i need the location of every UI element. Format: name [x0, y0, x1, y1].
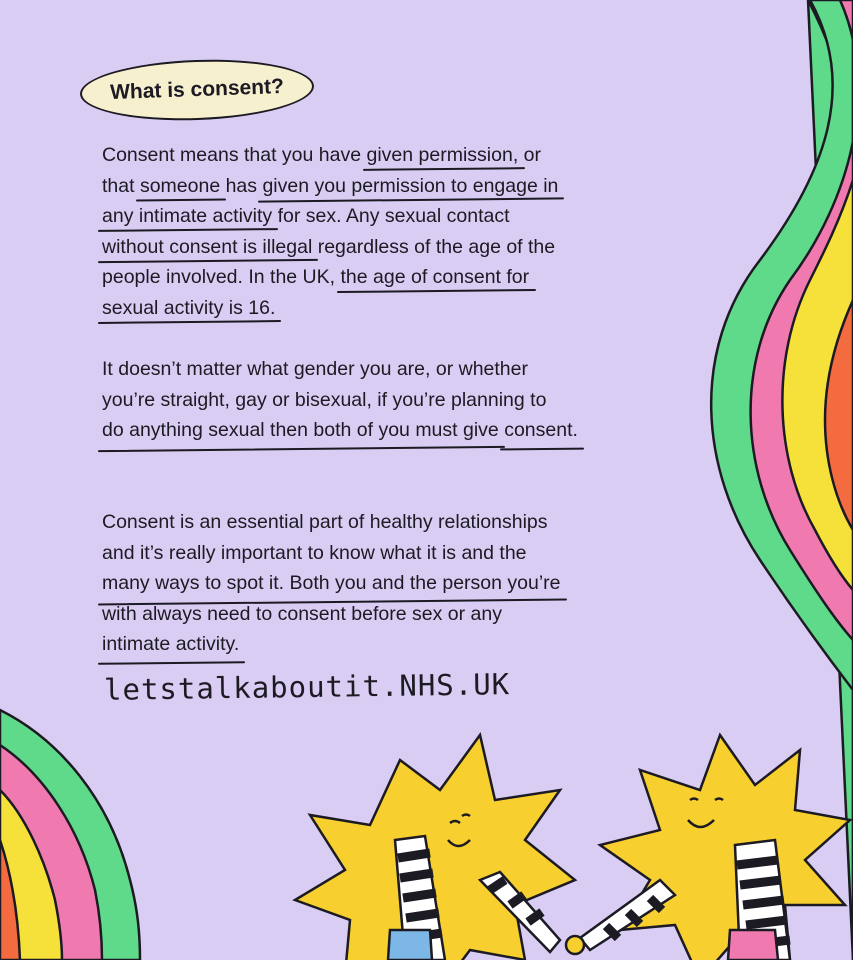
paragraph-line: without consent is illegal regardless of the age of the: [102, 235, 556, 258]
paragraph-line: intimate activity.: [102, 629, 239, 660]
website-handwritten-url: letstalkaboutit.NHS.UK: [103, 667, 511, 707]
paragraph-line: and it’s really important to know what it is and the: [102, 541, 527, 564]
paragraph-line: sexual activity is 16.: [102, 296, 276, 319]
rainbow-left-decoration: [0, 710, 140, 960]
paragraph-line: people involved. In the UK, the age of consent for: [102, 266, 530, 289]
gender-paragraph: [102, 354, 682, 446]
paragraph-line: Consent means that you have given permission, or: [102, 144, 541, 166]
healthy-relationships-paragraph: [102, 507, 682, 660]
paragraph-line: you’re straight, gay or bisexual, if you’re planning to: [102, 388, 547, 411]
paragraph-line: with always need to consent before sex or any: [102, 602, 502, 625]
smiling-star-character-right: [566, 735, 850, 960]
heading-text: What is consent?: [109, 74, 285, 105]
consent-definition-paragraph: [102, 140, 682, 324]
paragraph-line: Consent is an essential part of healthy relationships: [102, 511, 548, 533]
paragraph-line: It doesn’t matter what gender you are, or whether: [102, 358, 528, 380]
paragraph-line: consent.: [504, 415, 578, 446]
paragraph-line: do anything sexual then both of you must give: [102, 415, 499, 446]
smiling-star-character-left: [295, 735, 575, 960]
paragraph-line: many ways to spot it. Both you and the person you’re: [102, 568, 561, 599]
paragraph-line: any intimate activity for sex. Any sexual contact: [102, 205, 510, 228]
paragraph-line: that someone has given you permission to engage in: [102, 174, 559, 197]
